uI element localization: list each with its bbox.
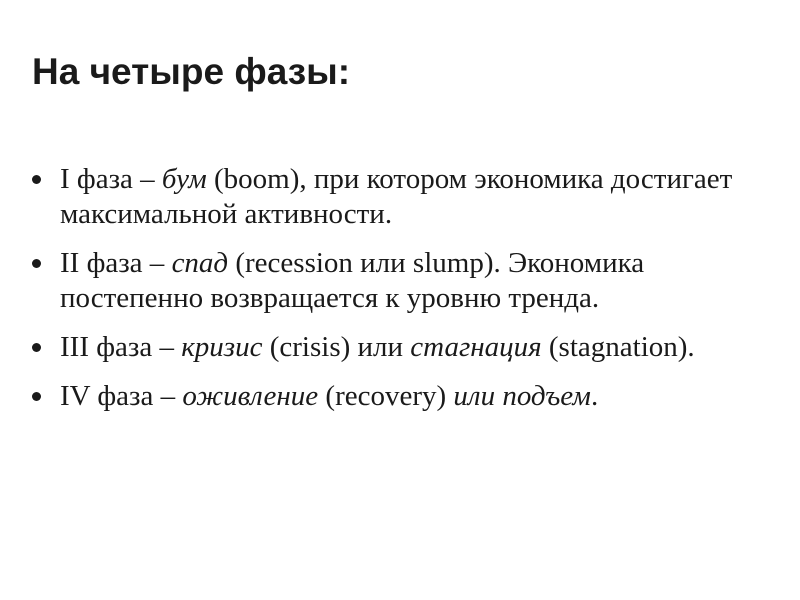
phase-term: кризис bbox=[181, 331, 263, 363]
phase-label: I фаза – bbox=[60, 163, 162, 195]
phase-connector: (crisis) или bbox=[262, 331, 411, 363]
bullet-dot-icon bbox=[32, 259, 41, 268]
bullet-dot-icon bbox=[32, 392, 41, 401]
phase-description: . bbox=[590, 380, 599, 412]
phase-label: IV фаза – bbox=[60, 380, 183, 412]
phase-description: (recession или slump). Экономика постепенно возвращается к уровню тренда. bbox=[60, 247, 645, 314]
bullet-item-phase-1 bbox=[60, 162, 780, 232]
phase-term-alt: стагнация bbox=[410, 331, 542, 363]
bullet-dot-icon bbox=[32, 343, 41, 352]
bullet-item-phase-2 bbox=[60, 246, 780, 316]
phase-connector: (recovery) bbox=[318, 380, 454, 412]
phase-description: (boom), при котором экономика достигает максимальной активности. bbox=[60, 163, 733, 230]
bullet-dot-icon bbox=[32, 175, 41, 184]
phase-description: (stagnation). bbox=[541, 331, 695, 363]
phase-term-alt: или подъем bbox=[453, 380, 591, 412]
bullet-list bbox=[60, 162, 780, 428]
bullet-item-phase-4 bbox=[60, 379, 780, 414]
phase-label: III фаза – bbox=[60, 331, 182, 363]
bullet-item-phase-3 bbox=[60, 330, 780, 365]
phase-term: оживление bbox=[182, 380, 319, 412]
phase-label: II фаза – bbox=[60, 247, 172, 279]
phase-term: бум bbox=[161, 163, 207, 195]
phase-term: спад bbox=[171, 247, 229, 279]
slide-title: На четыре фазы: bbox=[32, 51, 351, 92]
